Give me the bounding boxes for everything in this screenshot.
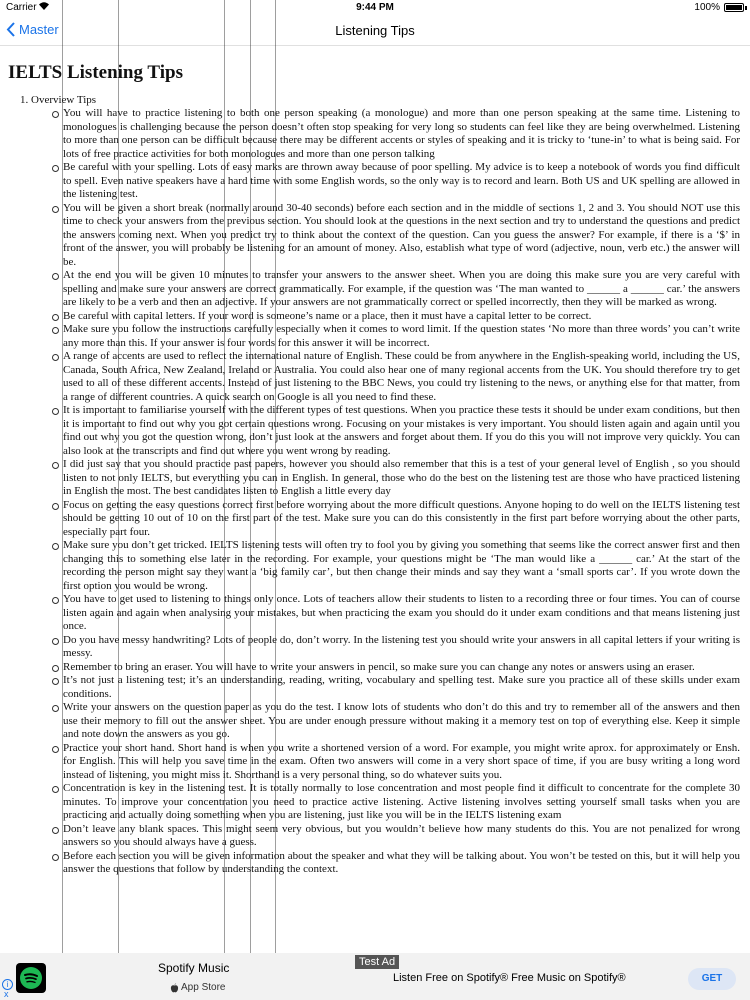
tip-item: Concentration is key in the listening test. It is totally normally to lose concentration and most people find it difficult to concentrate for the complete 30 minutes. To improve your concentration you need to practice active listening. Active listening involves setting yourself small tasks when you are practicing and actually doing something when you are listening, just like you will be in the IELTS listening exam — [63, 782, 740, 821]
grid-line — [118, 0, 119, 1000]
battery-tip — [745, 6, 747, 10]
tip-item: Write your answers on the question paper as you do the test. I know lots of students who don’t do this and try to remember all of the answers and then use their memory to fill out the answer sheet. You are under enough pressure without making it a memory test on top of everything else. Keep it simple and note down the answers as you go. — [63, 701, 740, 740]
tip-item: Be careful with your spelling. Lots of easy marks are thrown away because of poor spelling. My advice is to keep a notebook of words you find difficult to spell. Even native speakers have a hard time with some English words, so the only way is to record and learn. Both US and UK spelling are allowed in the listening test. — [63, 161, 740, 200]
tip-item: Remember to bring an eraser. You will have to write your answers in pencil, so make sure you can change any notes or answers using an eraser. — [63, 661, 740, 675]
tip-item: You will be given a short break (normally around 30-40 seconds) before each section and in the middle of sections 1, 2 and 3. You should NOT use this time to check your answers from the previous section. You should look at the questions in the next section and try to understand the questions and predict the answers coming next. When you predict try to think about the context of the question. Can you guess the answer? For example, if there is a ‘$’ in front of the answer, you will probably be listening for an amount of money. Also, establish what type of word (adjective, noun, verb etc.) the answer will be. — [63, 201, 740, 268]
grid-line — [62, 0, 63, 1000]
ad-app-name[interactable]: Spotify Music — [158, 961, 230, 975]
tips-list — [63, 107, 740, 877]
tip-item: Make sure you don’t get tricked. IELTS listening tests will often try to fool you by giving you something that seems like the correct answer first and then changing this to something else later in the recording. For example, your questions might be ‘The man would like a ______ car.’ At the start of the recording the person might say they want a ‘big family car’, but then change their minds and say they want a ‘small sports car’. If you wrote down the first option you would be wrong. — [63, 539, 740, 592]
section-heading: 1. Overview Tips — [20, 94, 97, 106]
back-button-label: Master — [19, 22, 59, 37]
article-title: IELTS Listening Tips — [8, 62, 183, 83]
grid-line — [224, 0, 225, 1000]
tip-item: Make sure you follow the instructions carefully especially when it comes to word limit. If the question states ‘No more than three words’ you can’t write any more than this. If your answer is four words for this answer it will be incorrect. — [63, 323, 740, 349]
carrier-label: Carrier — [6, 2, 37, 13]
tip-item: Focus on getting the easy questions correct first before worrying about the more difficult questions. Anyone hoping to do well on the IELTS listening test should be getting 10 out of 10 on the first part of the test. Make sure you can do this consistently in the first part before worrying about the other parts, especially part four. — [63, 498, 740, 538]
spotify-logo-icon[interactable] — [16, 963, 46, 993]
tip-item: You will have to practice listening to both one person speaking (a monologue) and more than one person speaking at the same time. Listening to monologues is challenging because the person doesn’t often stop speaking for very long so students can feel like they are being overwhelmed. Listening to more than one person can be difficult because there may be different accents or styles of speaking and it is tricky to ‘tune-in’ to what is being said. For lots of free practice activities for both monologues and more than one person talking — [63, 107, 740, 160]
ad-get-button[interactable]: GET — [688, 968, 736, 990]
tip-item: Do you have messy handwriting? Lots of people do, don’t worry. In the listening test you should write your answers in all capital letters if your writing is messy. — [63, 633, 740, 659]
tip-item: At the end you will be given 10 minutes to transfer your answers to the answer sheet. When you are doing this make sure you are very careful with spelling and make sure your answers are correct grammatically. For example, if the question was ‘The man wanted to ______ a ______ car.’ the answers are likely to be a verb and then an adjective. If your answers are not grammatically correct or spelled incorrectly, then they will be marked as wrong. — [63, 269, 740, 308]
tip-item: It’s not just a listening test; it’s an understanding, reading, writing, vocabulary and spelling test. Make sure you practice all of these skills under exam conditions. — [63, 674, 740, 700]
tip-item: Don’t leave any blank spaces. This might seem very obvious, but you wouldn’t believe how many students do this. You are not penalized for wrong answers so you should always have a guess. — [63, 822, 740, 848]
status-bar — [0, 0, 750, 16]
battery-percent: 100% — [694, 2, 720, 13]
grid-line — [250, 0, 251, 1000]
tip-item: Before each section you will be given information about the speaker and what they will be talking about. You won’t be tested on this, but it will help you answer the questions that follow by understanding the context. — [63, 849, 740, 875]
ad-info-icon[interactable]: i — [2, 979, 13, 990]
tip-item: I did just say that you should practice past papers, however you should also remember that this is a test of your general level of English , so you should listen to not only IELTS, but everything you can in English. In general, those who do the best on the listening test are those who have practiced listening in English the most. The best candidates listen to English a little every day — [63, 458, 740, 497]
ad-close-icon[interactable]: x — [4, 989, 9, 999]
tip-item: Be careful with capital letters. If your word is someone’s name or a place, then it must have a capital letter to be correct. — [63, 310, 740, 324]
battery-icon — [724, 3, 744, 12]
tip-item: You have to get used to listening to things only once. Lots of teachers allow their students to listen to a recording three or four times. You can of course listen again and again when analysing your mistakes, but when practicing the exam you should do it under exam conditions and that means listening just once. — [63, 593, 740, 632]
ad-store-text: App Store — [181, 982, 226, 993]
article-scroll-view[interactable] — [0, 48, 750, 953]
tip-item: A range of accents are used to reflect the international nature of English. These could be from anywhere in the English-speaking world, including the US, Canada, South Africa, New Zealand, Ireland or Australia. You could also hear one of many regional accents from the UK. You should therefore try to get used to all of these different accents. Instead of just listening to the BBC News, you could try listening to the news, or anything else for that matter, from a range of different countries. A quick search on Google is all you need to find these. — [63, 350, 740, 403]
test-ad-label: Test Ad — [355, 955, 399, 969]
tip-item: Practice your short hand. Short hand is when you write a shortened version of a word. For example, you might write aprox. for approximately or Ensh. for English. This will help you save time in the exam. Often two answers will come in a very short space of time, if you are busy writing a long word instead of listening, you might miss it. Shorthand is a very personal thing, so do whatever suits you. — [63, 741, 740, 781]
grid-line — [275, 0, 276, 1000]
status-time: 9:44 PM — [356, 2, 394, 13]
ad-tagline[interactable]: Listen Free on Spotify® Free Music on Spotify® — [393, 972, 626, 984]
navigation-bar — [0, 16, 750, 46]
ad-store-label — [170, 982, 225, 993]
page-title: Listening Tips — [335, 23, 415, 38]
apple-icon — [170, 983, 179, 993]
tip-item: It is important to familiarise yourself with the different types of test questions. When you practice these tests it should be under exam conditions, but then it is important to find out why you got certain questions wrong. Focusing on your mistakes is very important. You should listen again and again until you find out why you got the question wrong, don’t just look at the answers and forget about them. If you do this you will not improve very quickly. You can also look at the transcripts and find out where you went wrong by reading. — [63, 404, 740, 457]
